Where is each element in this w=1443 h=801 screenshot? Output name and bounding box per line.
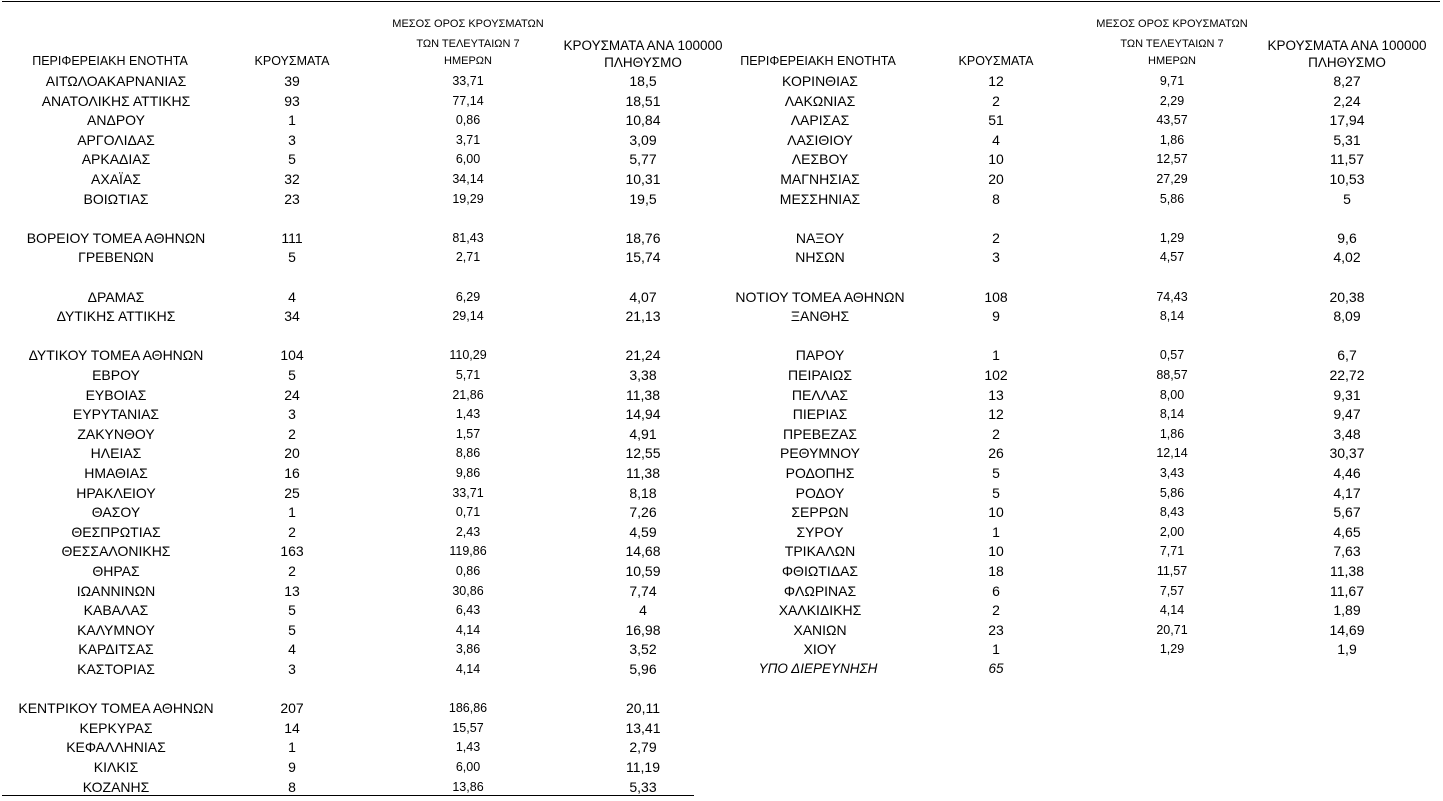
header-region: ΠΕΡΙΦΕΡΕΙΑΚΗ ΕΝΟΤΗΤΑ [32, 54, 188, 68]
cell-per100k: 18,5 [629, 73, 657, 89]
cell-per100k: 4,91 [629, 425, 657, 442]
cell-avg7: 6,29 [455, 289, 481, 304]
cell-cases: 2 [288, 563, 296, 579]
cell-region: ΣΥΡΟΥ [796, 523, 844, 540]
cell-cases: 24 [284, 386, 300, 403]
cell-cases: 1 [992, 641, 1000, 658]
cell-region: ΑΡΓΟΛΙΔΑΣ [77, 131, 155, 148]
cell-per100k: 6,7 [1337, 347, 1357, 364]
cell-cases: 25 [284, 484, 300, 501]
cell-cases: 4 [288, 288, 296, 305]
cell-cases: 10 [988, 504, 1004, 521]
cell-per100k: 14,68 [625, 543, 661, 560]
cell-region: ΕΒΡΟΥ [92, 367, 140, 383]
cell-region: ΘΕΣΠΡΩΤΙΑΣ [71, 523, 161, 540]
cell-avg7: 1,43 [455, 740, 481, 755]
header-avg-line1: ΜΕΣΟΣ ΟΡΟΣ ΚΡΟΥΣΜΑΤΩΝ [392, 18, 544, 30]
cell-region: ΚΕΦΑΛΛΗΝΙΑΣ [66, 739, 166, 756]
cell-avg7: 4,57 [1159, 250, 1185, 265]
cell-region: ΠΕΛΛΑΣ [791, 386, 849, 403]
cell-per100k: 12,55 [625, 445, 661, 462]
cell-avg7: 2,00 [1159, 524, 1185, 539]
cell-cases: 6 [992, 582, 1000, 599]
cell-cases: 51 [988, 112, 1004, 129]
cell-per100k: 4,46 [1333, 465, 1361, 481]
cell-cases: 1 [288, 112, 296, 129]
header-avg-line2: ΤΩΝ ΤΕΛΕΥΤΑΙΩΝ 7 [1120, 38, 1224, 50]
cell-region: ΔΥΤΙΚΗΣ ΑΤΤΙΚΗΣ [56, 308, 176, 325]
cell-avg7: 21,86 [452, 387, 484, 402]
cell-region: ΚΟΖΑΝΗΣ [82, 778, 150, 795]
cell-per100k: 20,38 [1329, 288, 1365, 305]
cell-cases: 5 [992, 484, 1000, 501]
cell-per100k: 14,69 [1329, 621, 1365, 638]
cell-avg7: 1,43 [455, 407, 481, 422]
cell-avg7: 5,71 [455, 368, 481, 382]
cell-cases: 1 [992, 523, 1000, 540]
cell-cases: 13 [988, 386, 1004, 403]
header-per100k-line2: ΠΛΗΘΥΣΜΟ [1308, 55, 1386, 70]
cell-cases: 8 [992, 190, 1000, 207]
header-avg-line3: ΗΜΕΡΩΝ [1148, 55, 1196, 67]
cell-cases: 10 [988, 151, 1004, 168]
cell-avg7: 2,29 [1159, 93, 1185, 108]
cell-per100k: 19,5 [629, 190, 657, 207]
cell-per100k: 10,53 [1329, 171, 1365, 187]
cell-avg7: 88,57 [1156, 368, 1188, 382]
cell-region: ΑΝΔΡΟΥ [87, 112, 145, 129]
cell-cases: 3 [288, 406, 296, 423]
cell-avg7: 5,86 [1159, 191, 1185, 206]
cell-avg7: 6,43 [455, 603, 481, 618]
cell-per100k: 11,38 [626, 386, 660, 403]
cell-per100k: 1,89 [1333, 602, 1361, 619]
cell-region: ΚΟΡΙΝΘΙΑΣ [782, 73, 858, 89]
cell-avg7: 8,00 [1159, 387, 1185, 402]
cell-region: ΝΟΤΙΟΥ ΤΟΜΕΑ ΑΘΗΝΩΝ [735, 288, 905, 305]
header-avg-line1: ΜΕΣΟΣ ΟΡΟΣ ΚΡΟΥΣΜΑΤΩΝ [1096, 18, 1248, 30]
cell-avg7: 7,57 [1159, 583, 1185, 598]
cell-cases: 111 [281, 229, 303, 246]
cell-region: ΤΡΙΚΑΛΩΝ [784, 543, 856, 560]
cell-per100k: 15,74 [625, 249, 661, 266]
cell-per100k: 21,13 [625, 308, 661, 325]
cell-cases: 4 [288, 641, 296, 658]
cell-region: ΡΟΔΟΥ [795, 484, 845, 501]
cell-region: ΧΑΝΙΩΝ [793, 621, 847, 638]
cell-avg7: 12,57 [1156, 152, 1188, 167]
cell-cases: 23 [988, 621, 1004, 638]
cell-cases: 163 [280, 543, 304, 560]
cell-region: ΧΙΟΥ [803, 641, 837, 658]
cell-region: ΓΡΕΒΕΝΩΝ [78, 249, 154, 266]
cell-per100k: 3,38 [629, 367, 657, 383]
cell-cases: 18 [988, 563, 1004, 579]
cell-region: ΕΥΒΟΙΑΣ [85, 386, 147, 403]
cell-avg7: 5,86 [1159, 485, 1185, 500]
cell-avg7: 2,71 [455, 250, 481, 265]
cell-region: ΗΜΑΘΙΑΣ [84, 465, 148, 481]
cell-avg7: 13,86 [452, 779, 484, 794]
cell-cases: 1 [992, 347, 1000, 364]
cell-region: ΑΧΑΪΑΣ [91, 171, 141, 187]
cell-region: ΛΕΣΒΟΥ [791, 151, 849, 168]
cell-per100k: 30,37 [1329, 445, 1365, 462]
cell-cases: 23 [284, 190, 300, 207]
cell-region: ΧΑΛΚΙΔΙΚΗΣ [778, 602, 862, 619]
cell-region: ΝΑΞΟΥ [795, 229, 845, 246]
cell-cases: 5 [288, 249, 296, 266]
cell-avg7: 9,86 [455, 466, 481, 480]
cell-region: ΠΙΕΡΙΑΣ [792, 406, 848, 423]
cell-region: ΠΑΡΟΥ [795, 347, 845, 364]
cell-per100k: 4 [639, 602, 647, 619]
cell-per100k: 3,48 [1333, 425, 1361, 442]
cell-per100k: 11,19 [626, 759, 660, 775]
cell-avg7: 8,14 [1159, 407, 1185, 422]
cell-per100k: 11,57 [1330, 151, 1364, 168]
table-bottom-border [2, 795, 694, 796]
header-per100k-line2: ΠΛΗΘΥΣΜΟ [604, 55, 682, 70]
cell-per100k: 7,74 [629, 582, 657, 599]
cell-avg7: 81,43 [452, 230, 484, 245]
cell-cases: 26 [988, 445, 1004, 462]
cell-per100k: 8,09 [1333, 308, 1361, 325]
cell-cases: 3 [992, 249, 1000, 266]
cell-per100k: 10,31 [625, 171, 661, 187]
cell-cases: 2 [288, 425, 296, 442]
cell-per100k: 8,27 [1333, 73, 1361, 89]
cell-avg7: 3,43 [1159, 466, 1185, 480]
cell-region: ΦΘΙΩΤΙΔΑΣ [781, 563, 859, 579]
cell-cases: 14 [284, 719, 300, 736]
cell-avg7: 1,57 [455, 426, 481, 441]
cell-cases: 102 [984, 367, 1008, 383]
cell-avg7: 30,86 [452, 583, 484, 598]
header-per100k-line1: ΚΡΟΥΣΜΑΤΑ ΑΝΑ 100000 [1267, 38, 1427, 53]
header-avg-line2: ΤΩΝ ΤΕΛΕΥΤΑΙΩΝ 7 [416, 38, 520, 50]
cell-avg7: 4,14 [1159, 603, 1185, 618]
cell-region: ΑΝΑΤΟΛΙΚΗΣ ΑΤΤΙΚΗΣ [41, 92, 191, 109]
cell-per100k: 2,24 [1333, 92, 1361, 109]
cell-per100k: 4,02 [1333, 249, 1361, 266]
cell-avg7: 33,71 [452, 485, 484, 500]
cell-cases: 12 [988, 73, 1004, 89]
cell-cases: 207 [280, 700, 304, 717]
cell-per100k: 5,77 [629, 151, 657, 168]
cell-cases: 2 [992, 92, 1000, 109]
cell-region: ΠΕΙΡΑΙΩΣ [788, 367, 852, 383]
cell-cases: 104 [280, 347, 304, 364]
cell-per100k: 5,33 [629, 778, 657, 795]
cell-per100k: 17,94 [1329, 112, 1365, 129]
cell-region: ΚΑΡΔΙΤΣΑΣ [78, 641, 154, 658]
cell-per100k: 14,94 [625, 406, 661, 423]
cell-region: ΛΑΣΙΘΙΟΥ [787, 131, 853, 148]
header-region: ΠΕΡΙΦΕΡΕΙΑΚΗ ΕΝΟΤΗΤΑ [740, 54, 896, 68]
cell-avg7: 15,57 [452, 720, 484, 735]
cell-per100k: 10,59 [625, 563, 661, 579]
cell-avg7: 8,43 [1159, 505, 1185, 520]
cell-avg7: 9,71 [1159, 74, 1185, 88]
pending-cases: 65 [988, 661, 1004, 676]
cell-per100k: 18,51 [625, 92, 661, 109]
cell-avg7: 11,57 [1156, 564, 1188, 578]
cell-region: ΖΑΚΥΝΘΟΥ [77, 425, 155, 442]
cell-avg7: 12,14 [1156, 446, 1188, 461]
cell-avg7: 27,29 [1156, 172, 1188, 186]
cell-per100k: 5,67 [1333, 504, 1361, 521]
cell-avg7: 19,29 [452, 191, 484, 206]
cell-cases: 1 [288, 739, 296, 756]
cell-cases: 2 [992, 229, 1000, 246]
cell-per100k: 2,79 [629, 739, 657, 756]
cell-per100k: 11,38 [1330, 563, 1364, 579]
cell-avg7: 20,71 [1156, 622, 1188, 637]
cell-region: ΚΑΒΑΛΑΣ [83, 602, 149, 619]
cell-avg7: 1,29 [1159, 230, 1185, 245]
cell-cases: 2 [992, 425, 1000, 442]
cell-region: ΜΕΣΣΗΝΙΑΣ [779, 190, 861, 207]
cell-cases: 20 [284, 445, 300, 462]
cell-region: ΘΑΣΟΥ [91, 504, 141, 521]
cell-avg7: 1,86 [1159, 426, 1185, 441]
cell-per100k: 22,72 [1329, 367, 1365, 383]
cell-per100k: 8,18 [629, 484, 657, 501]
cell-region: ΞΑΝΘΗΣ [790, 308, 850, 325]
cell-cases: 9 [992, 308, 1000, 325]
cell-cases: 12 [988, 406, 1004, 423]
cell-avg7: 110,29 [449, 348, 487, 363]
cell-avg7: 2,43 [455, 524, 481, 539]
cell-avg7: 1,29 [1159, 642, 1185, 657]
cell-per100k: 4,59 [629, 523, 657, 540]
header-avg-line3: ΗΜΕΡΩΝ [444, 55, 492, 67]
cell-avg7: 43,57 [1156, 113, 1188, 128]
cell-region: ΛΑΚΩΝΙΑΣ [784, 92, 856, 109]
cell-avg7: 8,86 [455, 446, 481, 461]
cell-avg7: 4,14 [455, 662, 481, 676]
cell-per100k: 7,26 [629, 504, 657, 521]
cell-per100k: 3,09 [629, 131, 657, 148]
cell-avg7: 0,86 [455, 564, 481, 578]
cell-cases: 2 [992, 602, 1000, 619]
header-per100k-line1: ΚΡΟΥΣΜΑΤΑ ΑΝΑ 100000 [563, 38, 723, 53]
cell-per100k: 11,67 [1330, 582, 1364, 599]
cell-region: ΗΛΕΙΑΣ [90, 445, 142, 462]
cell-avg7: 77,14 [452, 93, 484, 108]
cell-per100k: 4,65 [1333, 523, 1361, 540]
cell-avg7: 7,71 [1159, 544, 1185, 559]
cell-per100k: 13,41 [625, 719, 661, 736]
cell-avg7: 1,86 [1159, 132, 1185, 147]
cell-region: ΔΡΑΜΑΣ [87, 288, 145, 305]
cell-region: ΚΙΛΚΙΣ [93, 759, 139, 775]
cell-per100k: 7,63 [1333, 543, 1361, 560]
cell-per100k: 10,84 [625, 112, 661, 129]
cell-region: ΚΑΛΥΜΝΟΥ [77, 621, 155, 638]
cell-region: ΘΕΣΣΑΛΟΝΙΚΗΣ [61, 543, 171, 560]
cell-cases: 1 [288, 504, 296, 521]
cell-per100k: 3,52 [629, 641, 657, 658]
cell-avg7: 3,71 [455, 132, 481, 147]
cell-region: ΛΑΡΙΣΑΣ [790, 112, 850, 129]
cell-per100k: 9,31 [1333, 386, 1361, 403]
cell-region: ΑΡΚΑΔΙΑΣ [81, 151, 151, 168]
cell-region: ΒΟΙΩΤΙΑΣ [83, 190, 149, 207]
cell-cases: 5 [288, 151, 296, 168]
cell-cases: 10 [988, 543, 1004, 560]
cell-region: ΚΕΝΤΡΙΚΟΥ ΤΟΜΕΑ ΑΘΗΝΩΝ [18, 700, 214, 717]
cell-cases: 32 [284, 171, 300, 187]
cell-cases: 34 [284, 308, 300, 325]
cell-region: ΔΥΤΙΚΟΥ ΤΟΜΕΑ ΑΘΗΝΩΝ [28, 347, 204, 364]
cell-cases: 16 [284, 465, 300, 481]
cell-region: ΙΩΑΝΝΙΝΩΝ [76, 582, 156, 599]
cell-cases: 2 [288, 523, 296, 540]
cell-region: ΒΟΡΕΙΟΥ ΤΟΜΕΑ ΑΘΗΝΩΝ [26, 229, 206, 246]
cell-region: ΑΙΤΩΛΟΑΚΑΡΝΑΝΙΑΣ [45, 73, 187, 89]
cell-avg7: 29,14 [452, 309, 484, 324]
cell-avg7: 119,86 [449, 544, 487, 559]
cell-avg7: 186,86 [448, 701, 488, 716]
cell-cases: 4 [992, 131, 1000, 148]
cell-avg7: 6,00 [455, 760, 481, 774]
cell-cases: 5 [288, 621, 296, 638]
cell-cases: 5 [288, 602, 296, 619]
cell-per100k: 4,17 [1333, 484, 1361, 501]
cell-avg7: 4,14 [455, 622, 481, 637]
cell-avg7: 0,86 [455, 113, 481, 128]
cell-avg7: 34,14 [452, 172, 484, 186]
cell-region: ΗΡΑΚΛΕΙΟΥ [76, 484, 156, 501]
cell-region: ΡΕΘΥΜΝΟΥ [779, 445, 860, 462]
cell-avg7: 8,14 [1159, 309, 1185, 324]
cell-per100k: 21,24 [625, 347, 661, 364]
cell-cases: 20 [988, 171, 1004, 187]
cell-region: ΕΥΡΥΤΑΝΙΑΣ [72, 406, 160, 423]
cell-region: ΣΕΡΡΩΝ [791, 504, 849, 521]
pending-label: ΥΠΟ ΔΙΕΡΕΥΝΗΣΗ [758, 661, 878, 676]
cell-per100k: 9,6 [1337, 229, 1357, 246]
cell-cases: 108 [984, 288, 1008, 305]
cell-avg7: 0,57 [1159, 348, 1185, 363]
cell-avg7: 33,71 [452, 74, 484, 88]
cell-region: ΠΡΕΒΕΖΑΣ [782, 425, 857, 442]
cell-per100k: 1,9 [1337, 641, 1357, 658]
cell-cases: 5 [288, 367, 296, 383]
cell-region: ΝΗΣΩΝ [795, 249, 845, 266]
cell-cases: 9 [288, 759, 296, 775]
cell-cases: 3 [288, 131, 296, 148]
cell-cases: 8 [288, 778, 296, 795]
cell-cases: 5 [992, 465, 1000, 481]
cell-region: ΚΕΡΚΥΡΑΣ [79, 719, 153, 736]
cell-per100k: 16,98 [625, 621, 661, 638]
cell-avg7: 3,86 [455, 642, 481, 657]
cell-per100k: 11,38 [626, 465, 660, 481]
cell-cases: 39 [284, 73, 300, 89]
header-cases: ΚΡΟΥΣΜΑΤΑ [958, 54, 1034, 68]
cell-region: ΦΛΩΡΙΝΑΣ [783, 582, 857, 599]
cell-region: ΡΟΔΟΠΗΣ [785, 465, 855, 481]
cell-cases: 93 [284, 92, 300, 109]
cell-avg7: 6,00 [455, 152, 481, 167]
cell-avg7: 0,71 [455, 505, 481, 520]
cell-per100k: 4,07 [629, 288, 657, 305]
cell-cases: 3 [288, 661, 296, 677]
cell-per100k: 20,11 [626, 700, 660, 717]
cell-per100k: 5,31 [1333, 131, 1361, 148]
cell-region: ΚΑΣΤΟΡΙΑΣ [77, 661, 155, 677]
cell-region: ΜΑΓΝΗΣΙΑΣ [780, 171, 860, 187]
cell-per100k: 9,47 [1333, 406, 1361, 423]
cell-region: ΘΗΡΑΣ [92, 563, 140, 579]
table-top-border [2, 1, 1440, 2]
cell-avg7: 74,43 [1156, 289, 1188, 304]
cell-per100k: 5,96 [629, 661, 657, 677]
header-cases: ΚΡΟΥΣΜΑΤΑ [254, 54, 330, 68]
cell-per100k: 18,76 [625, 229, 661, 246]
cell-cases: 13 [284, 582, 300, 599]
cell-per100k: 5 [1343, 190, 1351, 207]
